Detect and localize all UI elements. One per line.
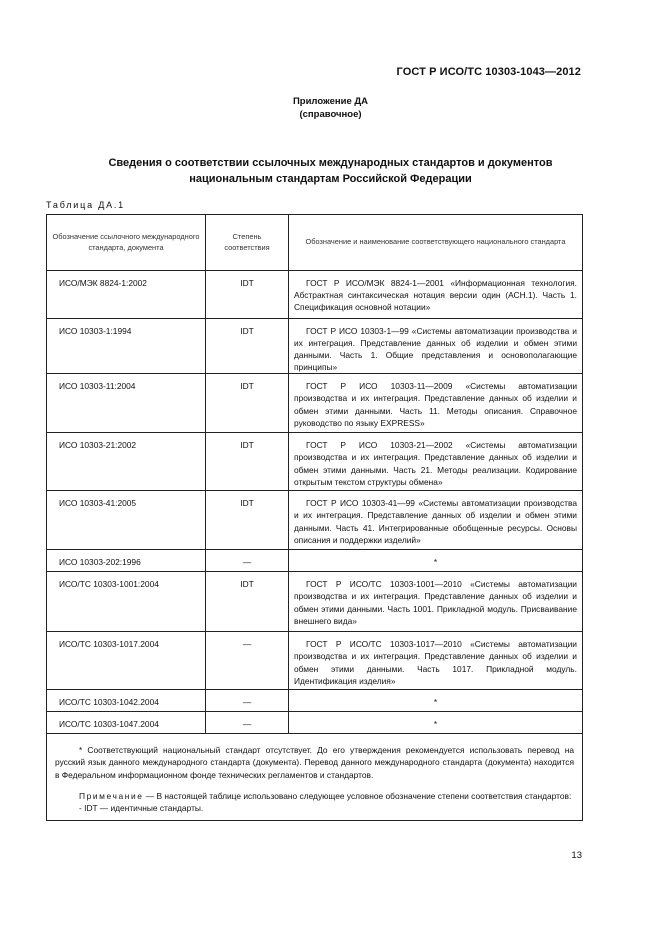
- cell-national-standard: ГОСТ Р ИСО/МЭК 8824-1—2001 «Информационная технология. Абстрактная синтаксическая нотация версии один (АСН.1). Часть 1. Спецификация основной нотации»: [289, 271, 583, 319]
- page-number: 13: [571, 850, 582, 861]
- table-row: [47, 690, 583, 712]
- header-degree: Степень соответствия: [206, 215, 289, 271]
- note: [55, 790, 574, 802]
- cell-national-standard: ГОСТ Р ИСО/ТС 10303-1001—2010 «Системы автоматизации производства и их интеграция. Представление данных об изделии и обмен этими данными. Часть 1001. Прикладной модуль. Присваивание внешнего вида»: [289, 572, 583, 632]
- cell-degree: IDT: [206, 433, 289, 491]
- cell-reference: ИСО 10303-202:1996: [47, 550, 206, 572]
- cell-reference: ИСО 10303-11:2004: [47, 374, 206, 433]
- cell-degree: IDT: [206, 572, 289, 632]
- cell-reference: ИСО 10303-21:2002: [47, 433, 206, 491]
- cell-national-standard: *: [289, 550, 583, 572]
- cell-national-standard: ГОСТ Р ИСО 10303-1—99 «Системы автоматизации производства и их интеграция. Представление данных об изделии и обмен этими данными. Часть 1. Общие представления и основополагающие принципы»: [289, 319, 583, 374]
- cell-reference: ИСО/ТС 10303-1001:2004: [47, 572, 206, 632]
- cell-reference: ИСО/ТС 10303-1042.2004: [47, 690, 206, 712]
- header-reference-standard: Обозначение ссылочного международного стандарта, документа: [47, 215, 206, 271]
- table-row: [47, 374, 583, 433]
- document-header-id: ГОСТ Р ИСО/ТС 10303-1043—2012: [396, 66, 581, 78]
- cell-degree: —: [206, 550, 289, 572]
- section-title-line1: Сведения о соответствии ссылочных международных стандартов и документов: [108, 157, 553, 169]
- correspondence-table: [46, 214, 583, 821]
- cell-reference: ИСО/МЭК 8824-1:2002: [47, 271, 206, 319]
- table-caption: Таблица ДА.1: [46, 200, 125, 210]
- cell-national-standard: ГОСТ Р ИСО 10303-21—2002 «Системы автоматизации производства и их интеграция. Представление данных об изделии и обмен этими данными. Часть 21. Методы реализации. Кодирование открытым текстом структуры обмена»: [289, 433, 583, 491]
- appendix-subtitle: (справочное): [299, 109, 362, 120]
- cell-reference: ИСО/ТС 10303-1047.2004: [47, 712, 206, 734]
- footnote: * Соответствующий национальный стандарт отсутствует. До его утверждения рекомендуется использовать перевод на русский язык данного международного стандарта (документа). Перевод данного международного стандарта (документа) находится в Федеральном информационном фонде технических регламентов и стандартов.: [55, 745, 574, 780]
- cell-national-standard: ГОСТ Р ИСО 10303-41—99 «Системы автоматизации производства и их интеграция. Представление данных об изделии и обмен этими данными. Часть 41. Интегрированные обобщенные ресурсы. Основы описания и поддержки изделий»: [289, 491, 583, 550]
- table-row: [47, 712, 583, 734]
- table-row: [47, 550, 583, 572]
- appendix-title: Приложение ДА: [292, 96, 369, 107]
- table-footer-row: [47, 734, 583, 820]
- table-row: [47, 632, 583, 690]
- note-text: — В настоящей таблице использовано следующее условное обозначение степени соответствия стандартов:: [143, 790, 572, 801]
- note-item: - IDT — идентичные стандарты.: [79, 802, 204, 813]
- table-row: [47, 319, 583, 374]
- cell-national-standard: *: [289, 690, 583, 712]
- cell-degree: IDT: [206, 271, 289, 319]
- table-row: [47, 572, 583, 632]
- table-row: [47, 491, 583, 550]
- table-footer: [47, 734, 583, 820]
- cell-degree: IDT: [206, 319, 289, 374]
- cell-reference: ИСО/ТС 10303-1017.2004: [47, 632, 206, 690]
- table-row: [47, 271, 583, 319]
- cell-degree: —: [206, 690, 289, 712]
- cell-degree: IDT: [206, 491, 289, 550]
- cell-degree: —: [206, 632, 289, 690]
- cell-national-standard: ГОСТ Р ИСО 10303-11—2009 «Системы автоматизации производства и их интеграция. Представление данных об изделии и обмен этими данными. Часть 11. Методы описания. Справочное руководство по языку EXPRESS»: [289, 374, 583, 433]
- header-national-standard: Обозначение и наименование соответствующего национального стандарта: [289, 215, 583, 271]
- note-label: Примечание: [79, 790, 144, 801]
- cell-degree: —: [206, 712, 289, 734]
- cell-national-standard: *: [289, 712, 583, 734]
- cell-degree: IDT: [206, 374, 289, 433]
- table-row: [47, 433, 583, 491]
- section-title-line2: национальным стандартам Российской Федерации: [189, 173, 472, 185]
- cell-reference: ИСО 10303-41:2005: [47, 491, 206, 550]
- table-header-row: [47, 215, 583, 271]
- cell-reference: ИСО 10303-1:1994: [47, 319, 206, 374]
- cell-national-standard: ГОСТ Р ИСО/ТС 10303-1017—2010 «Системы автоматизации производства и их интеграция. Представление данных об изделии и обмен этими данными. Часть 1017. Прикладной модуль. Идентификация изделия»: [289, 632, 583, 690]
